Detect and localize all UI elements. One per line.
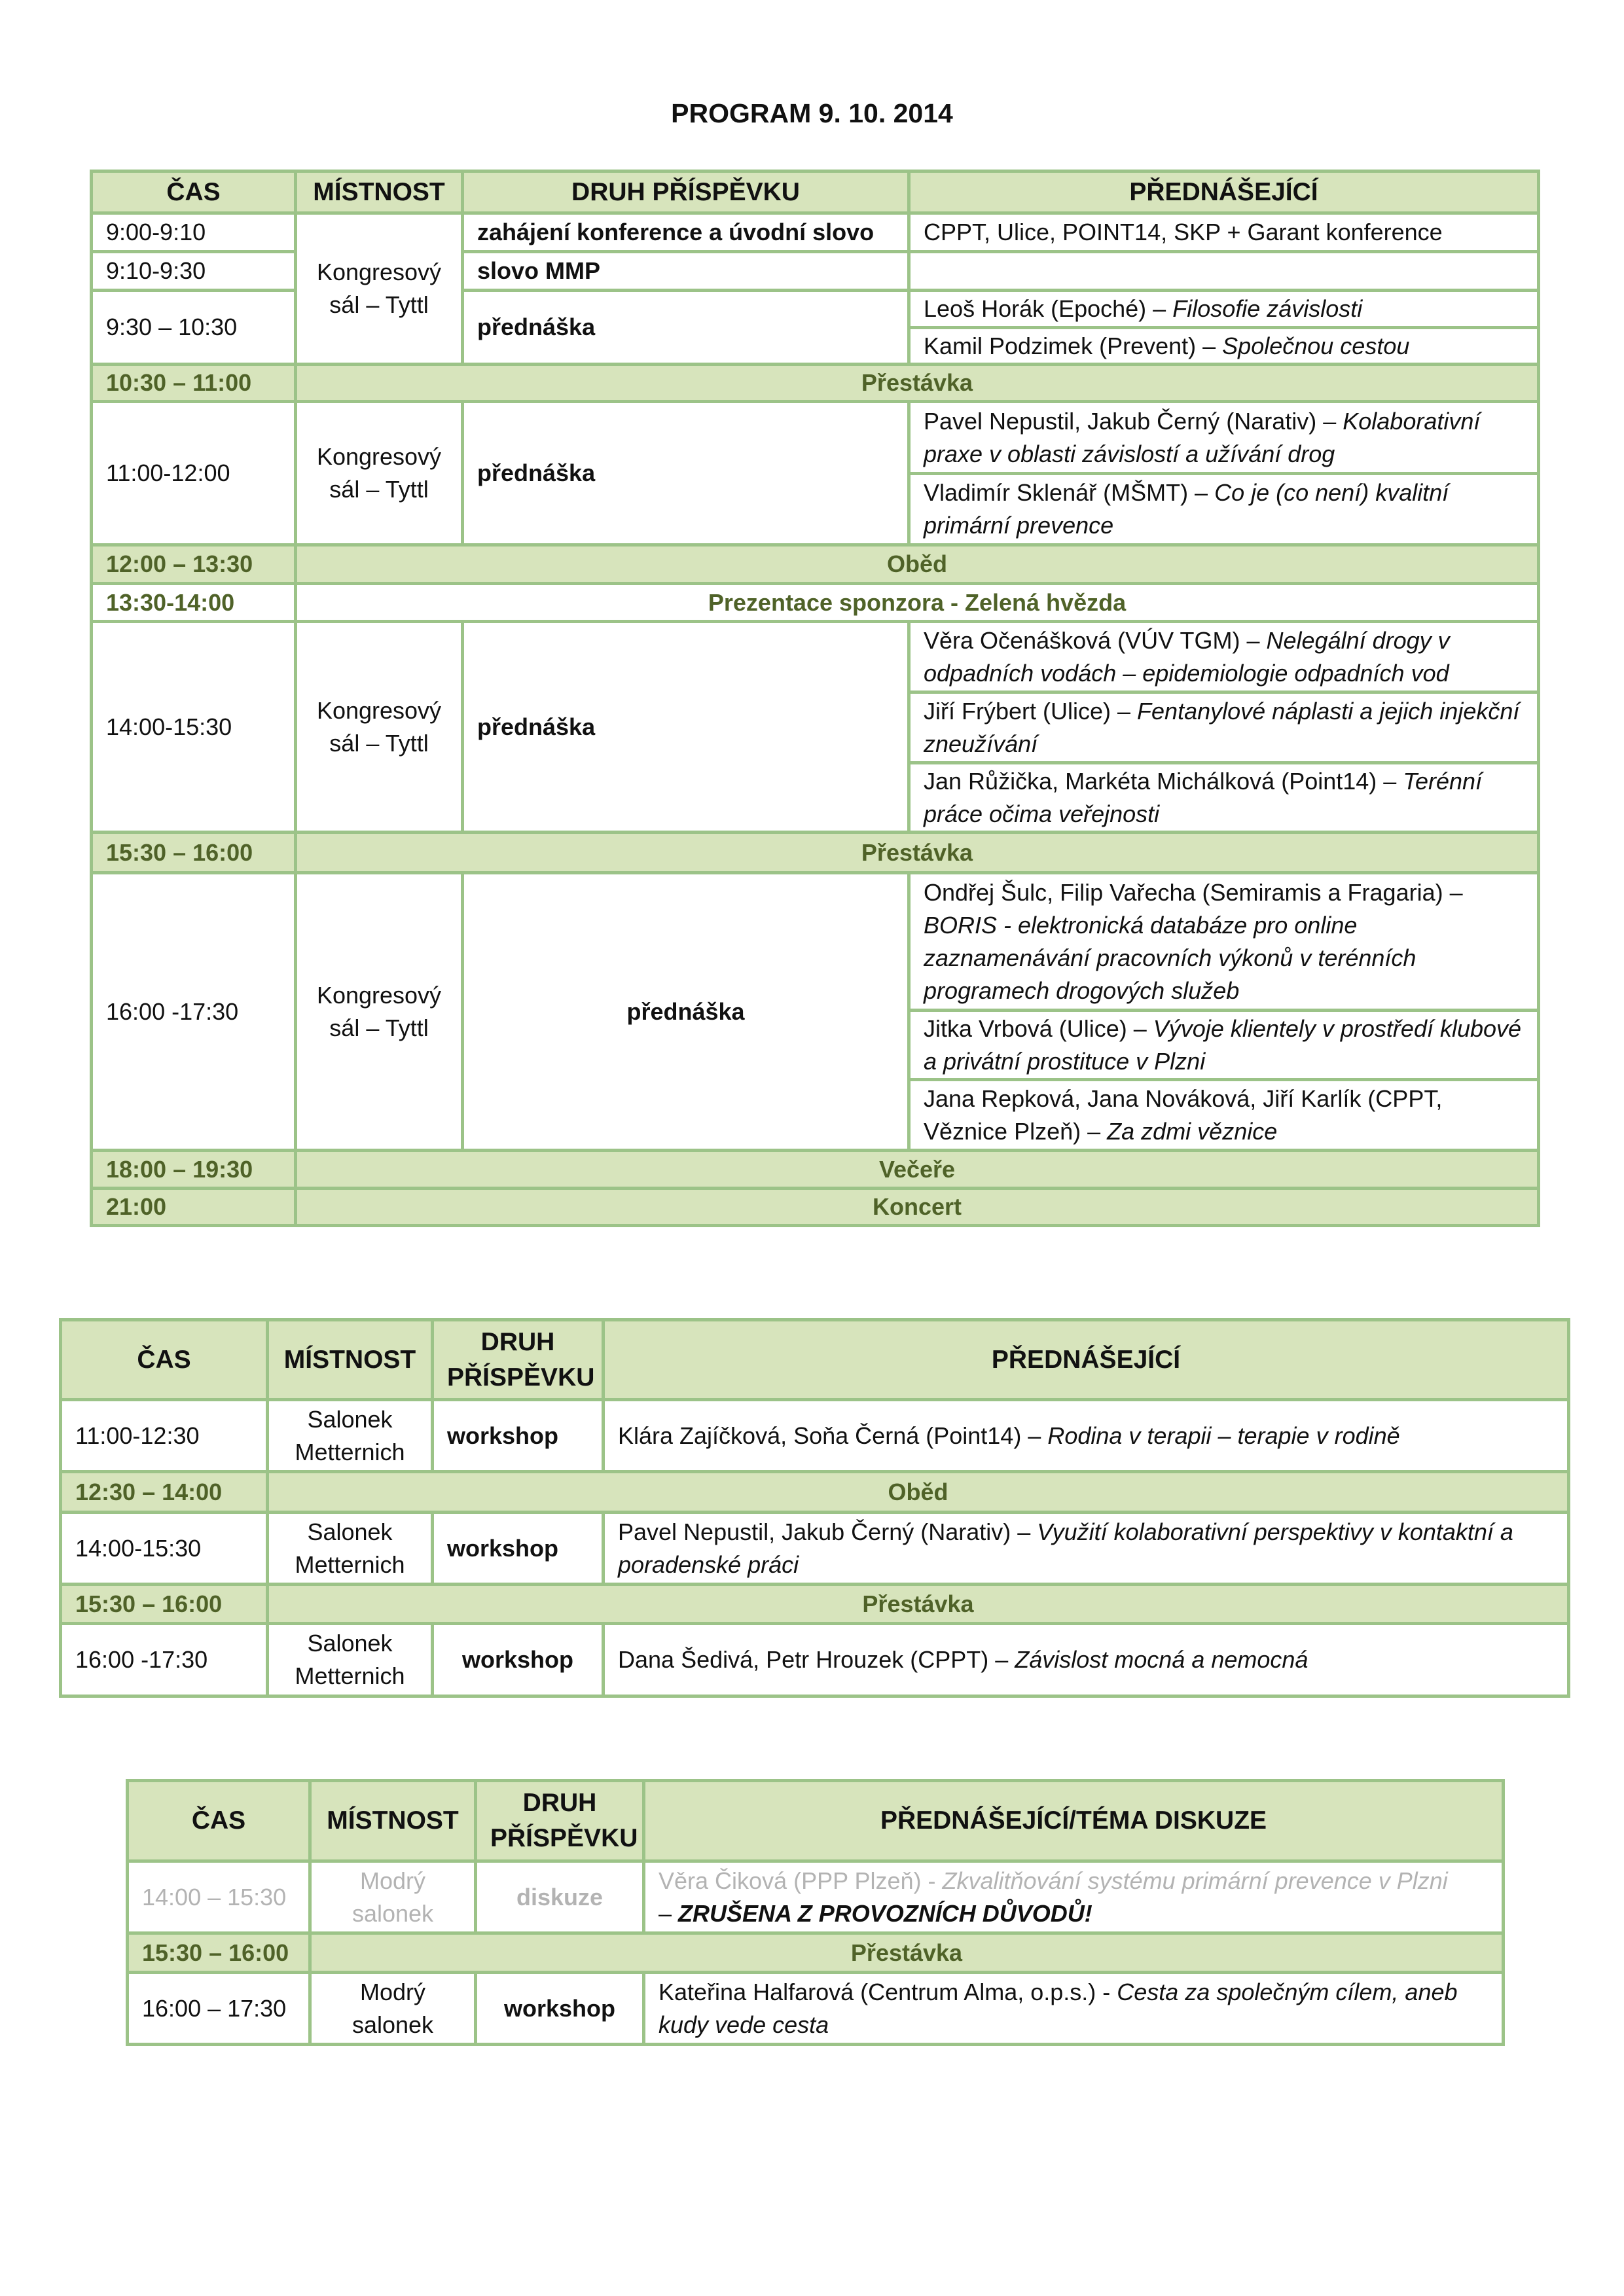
room-cell: Salonek Metternich bbox=[268, 1513, 433, 1585]
speaker-name: Pavel Nepustil, Jakub Černý (Narativ) – bbox=[924, 407, 1343, 435]
break-label: Přestávka bbox=[268, 1585, 1569, 1624]
speaker-cell bbox=[604, 1624, 1569, 1696]
sponsor-row bbox=[92, 584, 1539, 622]
break-label: Koncert bbox=[296, 1189, 1539, 1226]
speaker-name: Jana Repková, Jana Nováková, Jiří Karlík (CPPT, Věznice Plzeň) – bbox=[924, 1085, 1443, 1145]
sponsor-time: 13:30-14:00 bbox=[92, 584, 296, 622]
break-row bbox=[92, 1189, 1539, 1226]
cancellation-note: ZRUŠENA Z PROVOZNÍCH DŮVODŮ! bbox=[678, 1899, 1092, 1927]
speaker-name: Jan Růžička, Markéta Michálková (Point14) – bbox=[924, 767, 1403, 795]
time-cell: 16:00 -17:30 bbox=[61, 1624, 268, 1696]
header-speakers: PŘEDNÁŠEJÍCÍ bbox=[909, 171, 1539, 213]
table-row bbox=[61, 1400, 1569, 1472]
speaker-name: Vladimír Sklenář (MŠMT) – bbox=[924, 479, 1215, 506]
talk-topic: Fentanylové náplasti a jejich injekční zneužívání bbox=[924, 697, 1520, 757]
break-time: 12:30 – 14:00 bbox=[61, 1472, 268, 1513]
talk-topic: Využití kolaborativní perspektivy v kontaktní a poradenské práci bbox=[618, 1518, 1513, 1578]
room-cell: Modrý salonek bbox=[310, 1861, 476, 1933]
talk-topic: Závislost mocná a nemocná bbox=[1015, 1646, 1308, 1673]
schedule-table-kongresovy-sal bbox=[90, 170, 1540, 1227]
speaker-name: Jitka Vrbová (Ulice) – bbox=[924, 1014, 1153, 1042]
time-cell: 16:00 – 17:30 bbox=[128, 1973, 310, 2045]
time-cell: 9:30 – 10:30 bbox=[92, 291, 296, 365]
break-row bbox=[92, 365, 1539, 402]
speaker-cell bbox=[644, 1973, 1504, 2045]
schedule-table-salonek-metternich bbox=[59, 1318, 1570, 1698]
time-cell: 14:00-15:30 bbox=[61, 1513, 268, 1585]
speaker-cell bbox=[909, 328, 1539, 365]
header-speakers: PŘEDNÁŠEJÍCÍ/TÉMA DISKUZE bbox=[644, 1781, 1504, 1861]
break-row bbox=[92, 1151, 1539, 1189]
speaker-name: Ondřej Šulc, Filip Vařecha (Semiramis a Fragaria) – bbox=[924, 878, 1463, 906]
speaker-name: Jiří Frýbert (Ulice) – bbox=[924, 697, 1138, 725]
talk-topic: BORIS - elektronická databáze pro online zaznamenávání pracovních výkonů v terénních programech drogových služeb bbox=[924, 911, 1416, 1004]
table-row bbox=[92, 213, 1539, 252]
break-row bbox=[92, 833, 1539, 873]
time-cell: 9:00-9:10 bbox=[92, 213, 296, 252]
speaker-cell bbox=[909, 1080, 1539, 1151]
break-label: Přestávka bbox=[296, 365, 1539, 402]
talk-topic: Nelegální drogy v odpadních vodách – epidemiologie odpadních vod bbox=[924, 626, 1450, 687]
break-row bbox=[128, 1933, 1504, 1973]
speaker-cell bbox=[909, 692, 1539, 763]
talk-topic: Rodina v terapii – terapie v rodině bbox=[1047, 1422, 1400, 1449]
type-cell: přednáška bbox=[463, 402, 909, 545]
time-cell: 14:00-15:30 bbox=[92, 622, 296, 833]
time-cell: 9:10-9:30 bbox=[92, 252, 296, 291]
time-cell: 14:00 – 15:30 bbox=[128, 1861, 310, 1933]
header-room: MÍSTNOST bbox=[296, 171, 463, 213]
type-cell: přednáška bbox=[463, 291, 909, 365]
cancelled-row bbox=[128, 1861, 1504, 1933]
cancel-dash: – bbox=[659, 1899, 679, 1927]
break-time: 21:00 bbox=[92, 1189, 296, 1226]
break-label: Oběd bbox=[296, 545, 1539, 584]
table-header-row bbox=[61, 1320, 1569, 1400]
speaker-name: Leoš Horák (Epoché) – bbox=[924, 295, 1173, 322]
speaker-name: Pavel Nepustil, Jakub Černý (Narativ) – bbox=[618, 1518, 1038, 1545]
table-header-row bbox=[128, 1781, 1504, 1861]
page-title: PROGRAM 9. 10. 2014 bbox=[671, 98, 953, 128]
speaker-cell bbox=[909, 873, 1539, 1011]
time-cell: 11:00-12:00 bbox=[92, 402, 296, 545]
header-time: ČAS bbox=[128, 1781, 310, 1861]
time-cell: 11:00-12:30 bbox=[61, 1400, 268, 1472]
type-cell: přednáška bbox=[463, 873, 909, 1151]
speaker-cell bbox=[909, 622, 1539, 692]
speaker-name: Kamil Podzimek (Prevent) – bbox=[924, 332, 1223, 359]
table-row bbox=[61, 1624, 1569, 1696]
speaker-cell bbox=[644, 1861, 1504, 1933]
room-cell: Kongresový sál – Tyttl bbox=[296, 622, 463, 833]
break-label: Večeře bbox=[296, 1151, 1539, 1189]
break-label: Oběd bbox=[268, 1472, 1569, 1513]
talk-topic: Vývoje klientely v prostředí klubové a privátní prostituce v Plzni bbox=[924, 1014, 1522, 1075]
speaker-cell bbox=[909, 474, 1539, 545]
table-row bbox=[92, 622, 1539, 692]
break-row bbox=[61, 1585, 1569, 1624]
speaker-name: Kateřina Halfarová (Centrum Alma, o.p.s.) - bbox=[659, 1978, 1117, 2005]
header-type: DRUH PŘÍSPĚVKU bbox=[476, 1781, 644, 1861]
type-cell: slovo MMP bbox=[463, 252, 909, 291]
break-time: 15:30 – 16:00 bbox=[92, 833, 296, 873]
room-cell: Kongresový sál – Tyttl bbox=[296, 213, 463, 365]
header-type: DRUH PŘÍSPĚVKU bbox=[433, 1320, 604, 1400]
sponsor-label: Prezentace sponzora - Zelená hvězda bbox=[296, 584, 1539, 622]
header-time: ČAS bbox=[61, 1320, 268, 1400]
type-cell: workshop bbox=[476, 1973, 644, 2045]
speaker-name: Klára Zajíčková, Soňa Černá (Point14) – bbox=[618, 1422, 1048, 1449]
room-cell: Salonek Metternich bbox=[268, 1624, 433, 1696]
break-label: Přestávka bbox=[296, 833, 1539, 873]
talk-topic: Filosofie závislosti bbox=[1172, 295, 1363, 322]
table-row bbox=[92, 873, 1539, 1011]
table-header-row bbox=[92, 171, 1539, 213]
type-cell: zahájení konference a úvodní slovo bbox=[463, 213, 909, 252]
header-time: ČAS bbox=[92, 171, 296, 213]
schedule-table-modry-salonek bbox=[126, 1779, 1505, 2046]
speaker-name: Dana Šedivá, Petr Hrouzek (CPPT) – bbox=[618, 1646, 1015, 1673]
break-row bbox=[61, 1472, 1569, 1513]
talk-topic: Společnou cestou bbox=[1222, 332, 1410, 359]
speaker-cell bbox=[909, 1011, 1539, 1080]
speaker-cell bbox=[909, 402, 1539, 474]
type-cell: diskuze bbox=[476, 1861, 644, 1933]
header-room: MÍSTNOST bbox=[268, 1320, 433, 1400]
break-time: 15:30 – 16:00 bbox=[61, 1585, 268, 1624]
speaker-cell bbox=[604, 1400, 1569, 1472]
type-cell: přednáška bbox=[463, 622, 909, 833]
break-time: 15:30 – 16:00 bbox=[128, 1933, 310, 1973]
type-cell: workshop bbox=[433, 1624, 604, 1696]
header-room: MÍSTNOST bbox=[310, 1781, 476, 1861]
type-cell: workshop bbox=[433, 1513, 604, 1585]
talk-topic: Kolaborativní praxe v oblasti závislostí a užívání drog bbox=[924, 407, 1481, 467]
header-speakers: PŘEDNÁŠEJÍCÍ bbox=[604, 1320, 1569, 1400]
speaker-name: Věra Očenášková (VÚV TGM) – bbox=[924, 626, 1267, 654]
table-row bbox=[61, 1513, 1569, 1585]
break-label: Přestávka bbox=[310, 1933, 1504, 1973]
talk-topic: Co je (co není) kvalitní primární prevence bbox=[924, 479, 1449, 539]
room-cell: Salonek Metternich bbox=[268, 1400, 433, 1472]
speaker-cell-empty bbox=[909, 252, 1539, 291]
speaker-cell bbox=[909, 763, 1539, 833]
talk-topic: Cesta za společným cílem, aneb kudy vede cesta bbox=[659, 1978, 1458, 2038]
table-row bbox=[128, 1973, 1504, 2045]
table-row bbox=[92, 402, 1539, 474]
speaker-cell: CPPT, Ulice, POINT14, SKP + Garant konference bbox=[909, 213, 1539, 252]
room-cell: Kongresový sál – Tyttl bbox=[296, 402, 463, 545]
speaker-cell bbox=[909, 291, 1539, 328]
break-row bbox=[92, 545, 1539, 584]
break-time: 10:30 – 11:00 bbox=[92, 365, 296, 402]
talk-topic: Zkvalitňování systému primární prevence v Plzni bbox=[942, 1867, 1448, 1894]
speaker-cell bbox=[604, 1513, 1569, 1585]
talk-topic: Terénní práce očima veřejnosti bbox=[924, 767, 1483, 827]
type-cell: workshop bbox=[433, 1400, 604, 1472]
break-time: 18:00 – 19:30 bbox=[92, 1151, 296, 1189]
room-cell: Modrý salonek bbox=[310, 1973, 476, 2045]
talk-topic: Za zdmi věznice bbox=[1107, 1117, 1278, 1145]
speaker-name: Věra Čiková (PPP Plzeň) - bbox=[659, 1867, 943, 1894]
break-time: 12:00 – 13:30 bbox=[92, 545, 296, 584]
header-type: DRUH PŘÍSPĚVKU bbox=[463, 171, 909, 213]
room-cell: Kongresový sál – Tyttl bbox=[296, 873, 463, 1151]
time-cell: 16:00 -17:30 bbox=[92, 873, 296, 1151]
